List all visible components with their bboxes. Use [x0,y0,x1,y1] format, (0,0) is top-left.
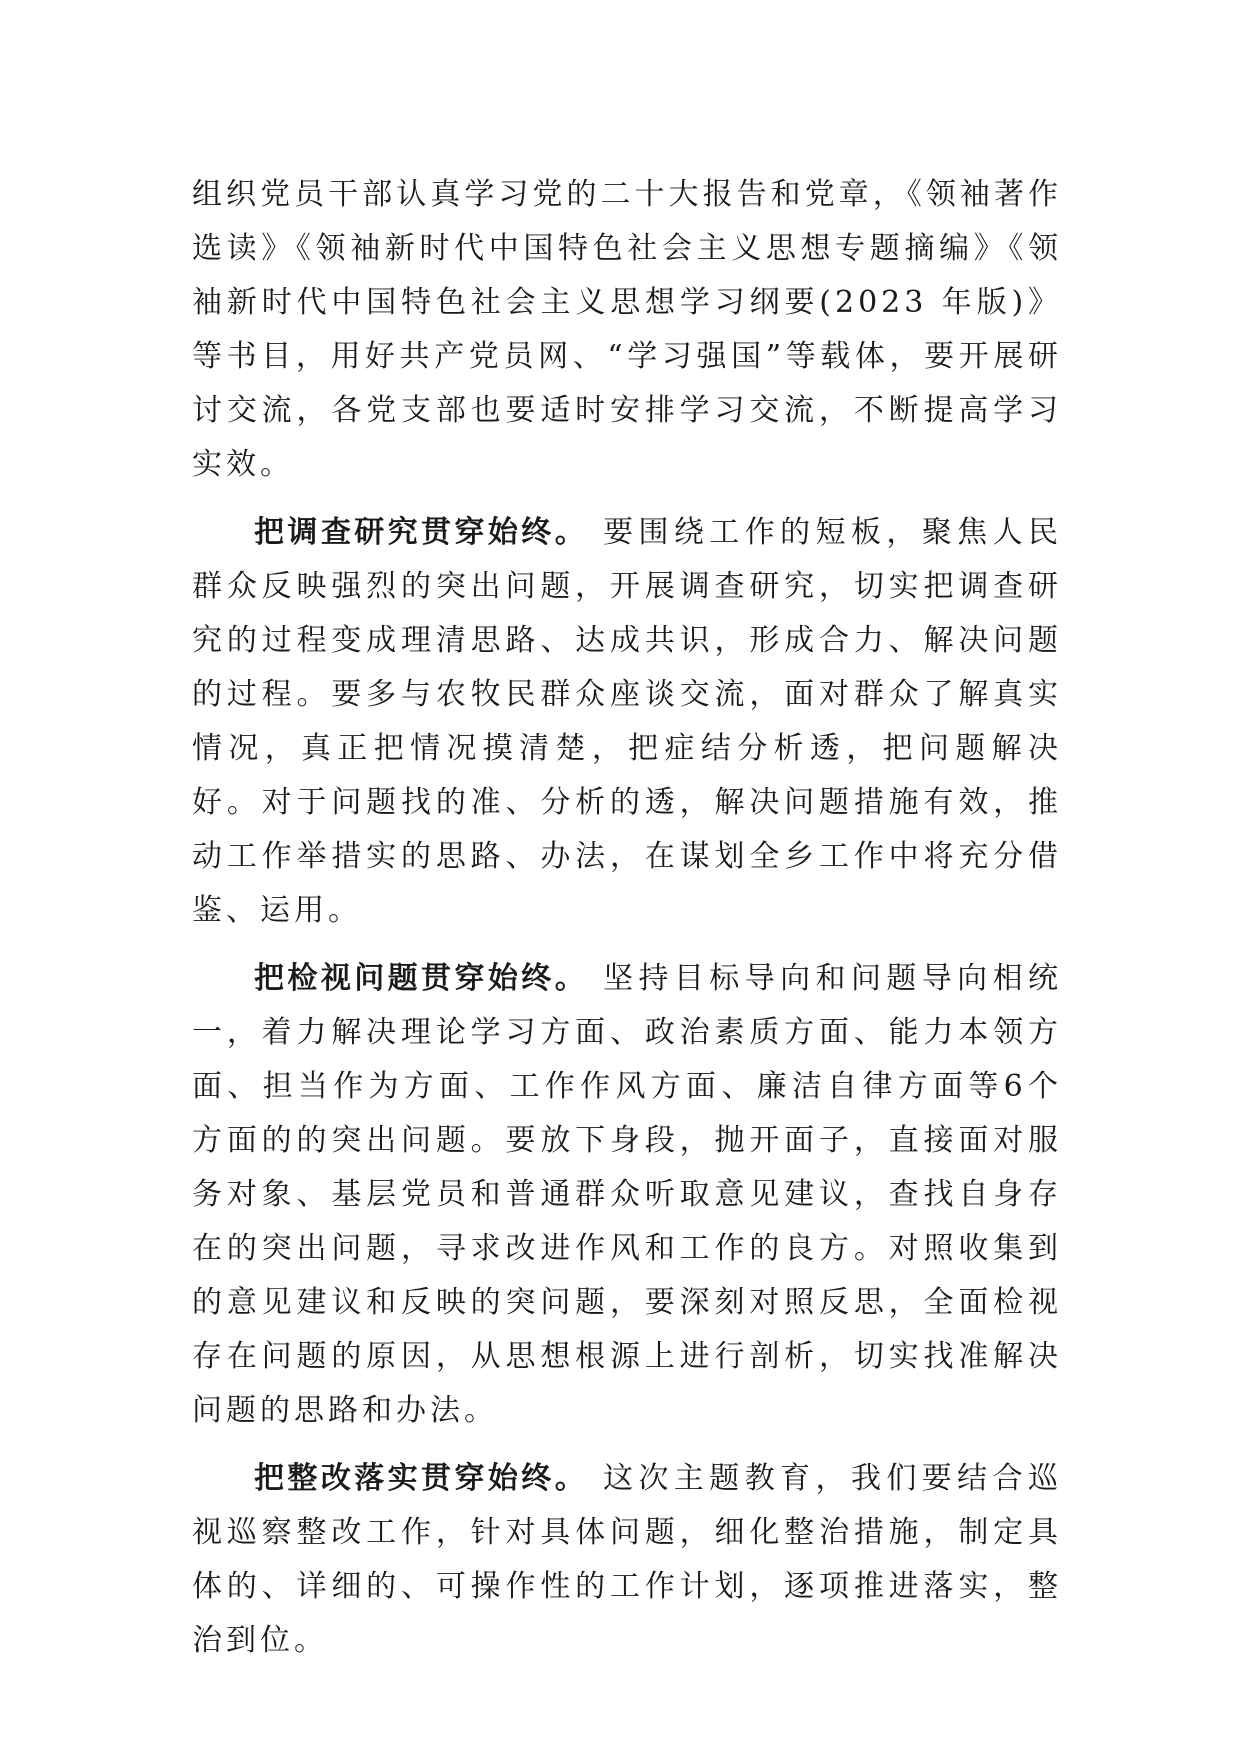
paragraph-inspection-heading: 把检视问题贯穿始终。 [254,961,589,996]
paragraph-research [192,506,1062,938]
paragraph-inspection-text: 坚持目标导向和问题导向相统一，着力解决理论学习方面、政治素质方面、能力本领方面、担当作为方面、工作作风方面、廉洁自律方面等6个方面的的突出问题。要放下身段，抛开面子，直接面对服务对象、基层党员和普通群众听取意见建议，查找自身存在的突出问题，寻求改进作风和工作的良方。对照收集到的意见建议和反映的突问题，要深刻对照反思，全面检视存在问题的原因，从思想根源上进行剖析，切实找准解决问题的思路和办法。 [192,961,1063,1428]
document-page [192,168,1062,1668]
paragraph-study [192,168,1062,492]
paragraph-research-heading: 把调查研究贯穿始终。 [254,515,589,550]
paragraph-rectification-text: 这次主题教育，我们要结合巡视巡察整改工作，针对具体问题，细化整治措施，制定具体的、详细的、可操作性的工作计划，逐项推进落实，整治到位。 [192,1461,1063,1658]
paragraph-inspection [192,952,1062,1438]
paragraph-rectification-heading: 把整改落实贯穿始终。 [254,1461,589,1496]
paragraph-rectification [192,1452,1062,1668]
paragraph-research-text: 要围绕工作的短板，聚焦人民群众反映强烈的突出问题，开展调查研究，切实把调查研究的过程变成理清思路、达成共识，形成合力、解决问题的过程。要多与农牧民群众座谈交流，面对群众了解真实情况，真正把情况摸清楚，把症结分析透，把问题解决好。对于问题找的准、分析的透，解决问题措施有效，推动工作举措实的思路、办法，在谋划全乡工作中将充分借鉴、运用。 [192,515,1063,928]
paragraph-study-text: 组织党员干部认真学习党的二十大报告和党章，《领袖著作选读》《领袖新时代中国特色社会主义思想专题摘编》《领袖新时代中国特色社会主义思想学习纲要(2023 年版)》等书目，用好共产党员网、“学习强国”等载体，要开展研讨交流，各党支部也要适时安排学习交流，不断提高学习实效。 [192,177,1062,482]
